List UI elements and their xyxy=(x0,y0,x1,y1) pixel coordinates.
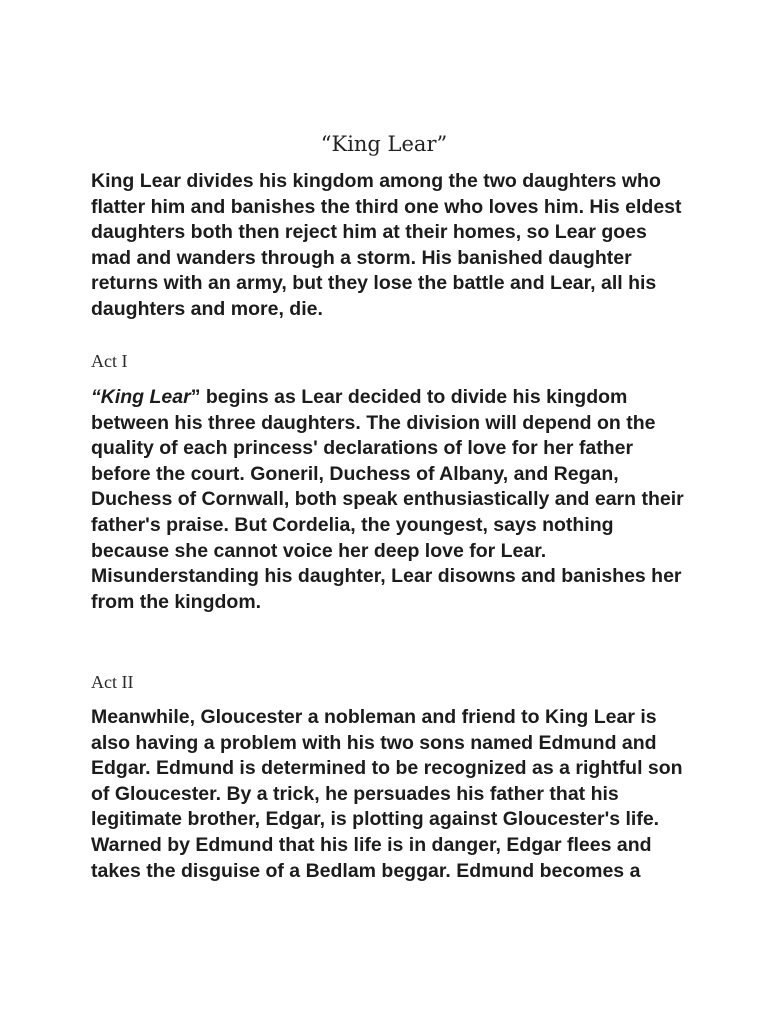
document-title: “King Lear” xyxy=(320,132,448,156)
act-2-paragraph: Meanwhile, Gloucester a nobleman and friend to King Lear is also having a problem with his two sons named Edmund and Edgar. Edmund is determined to be recognized as a rightful son of Gloucester. By a trick, he persuades his father that his legitimate brother, Edgar, is plotting against Gloucester's life. Warned by Edmund that his life is in danger, Edgar flees and takes the disguise of a Bedlam beggar. Edmund becomes a xyxy=(91,706,683,882)
act-1-lead-title: “King Lear xyxy=(91,386,191,408)
act-1-paragraph xyxy=(91,385,691,615)
act-1-body-text: ” begins as Lear decided to divide his kingdom between his three daughters. The division will depend on the quality of each princess' declarations of love for her father before the court. Goneril, Duchess of Albany, and Regan, Duchess of Cornwall, both speak enthusiastically and earn their father's praise. But Cordelia, the youngest, says nothing because she cannot voice her deep love for Lear. Misunderstanding his daughter, Lear disowns and banishes her from the kingdom. xyxy=(91,386,684,613)
act-1-heading: Act I xyxy=(91,351,128,371)
act-2-heading: Act II xyxy=(91,672,134,692)
summary-paragraph: King Lear divides his kingdom among the two daughters who flatter him and banishes the third one who loves him. His eldest daughters both then reject him at their homes, so Lear goes mad and wanders through a storm. His banished daughter returns with an army, but they lose the battle and Lear, all his daughters and more, die. xyxy=(91,170,682,320)
